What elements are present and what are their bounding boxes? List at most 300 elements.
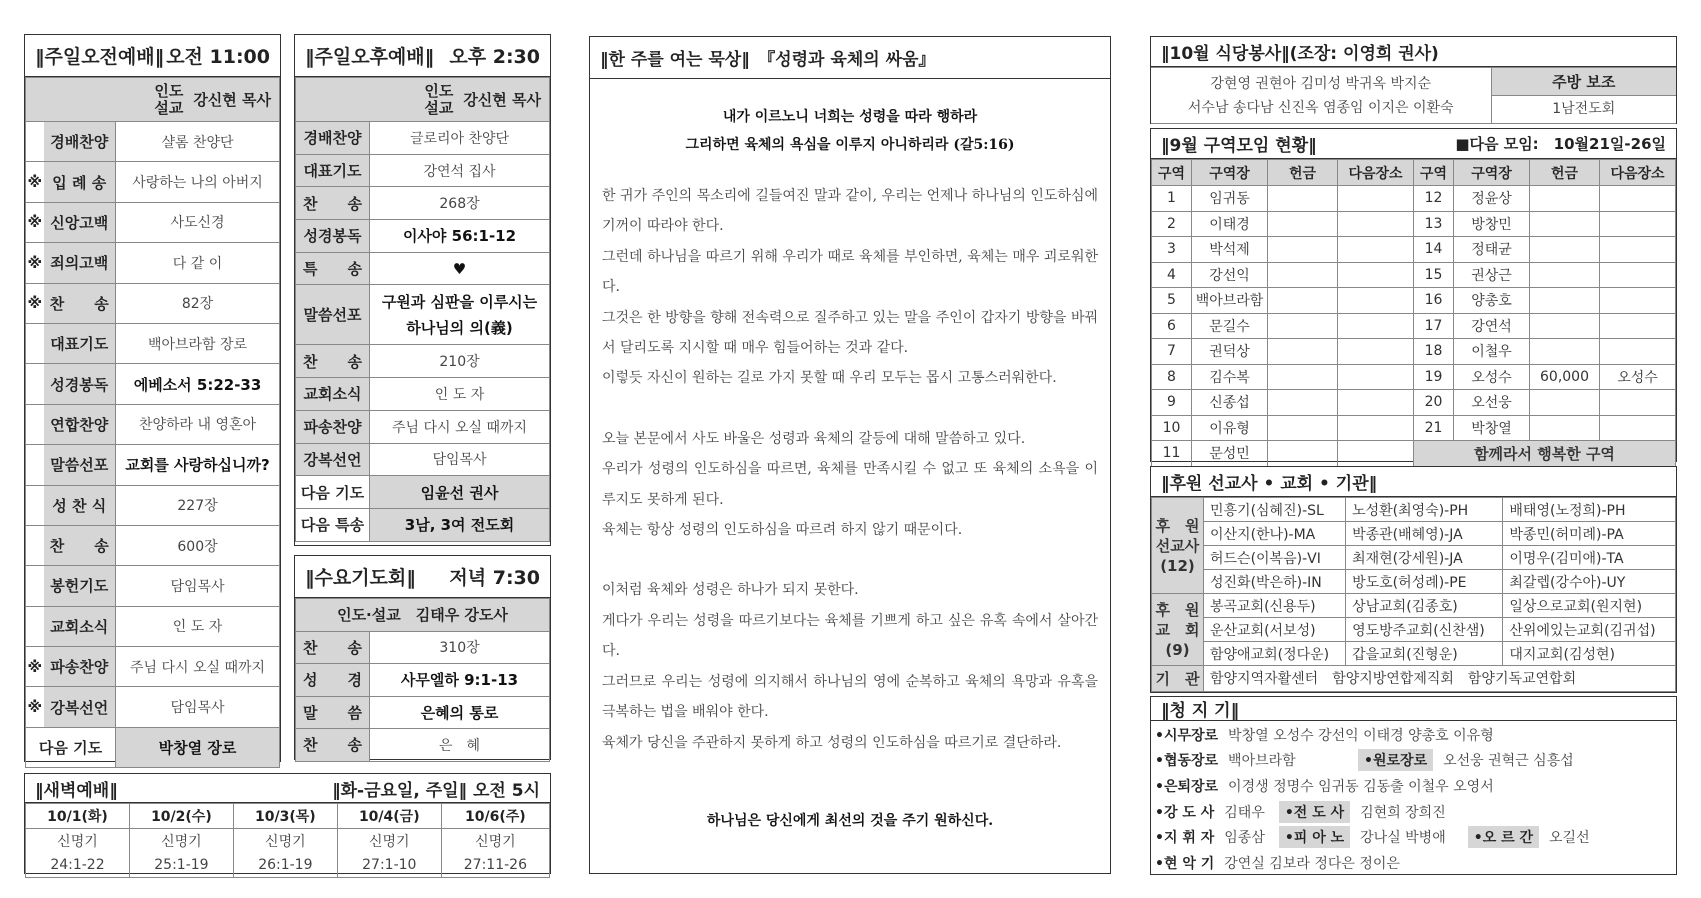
morning-row-value: 227장 [116,485,280,525]
afternoon-row-label: 성경봉독 [296,220,370,253]
dawn-book: 신명기 [129,828,233,853]
morning-order-row [26,445,280,485]
missionary-cell: 박종민(허미례)-PA [1503,522,1676,546]
districts-col-header: 구역장 [1192,160,1268,186]
meditation-verse-line2: 그리하면 육체의 욕심을 이루지 아니하리라 (갈5:16) [685,137,1015,153]
morning-row-label: 연합찬양 [44,404,116,444]
morning-row-value: 샬롬 찬양단 [116,122,280,162]
wednesday-service-title: ‖수요기도회‖ [305,567,416,589]
morning-row-mark [26,606,44,646]
afternoon-row-label: 교회소식 [296,378,370,411]
wednesday-row-value: 은혜의 통로 [370,696,550,729]
afternoon-row-value: 이사야 56:1-12 [370,220,550,253]
dawn-days-row [26,804,550,829]
support-title: ‖후원 선교사 • 교회 • 기관‖ [1161,474,1378,494]
afternoon-sermon-label: 말씀선포 [296,285,370,345]
morning-row-value: 담임목사 [116,687,280,727]
district-cell: 이철우 [1454,339,1530,365]
districts-col-header: 다음장소 [1600,160,1676,186]
afternoon-order-row [296,508,550,541]
afternoon-row-value: 임윤선 권사 [370,476,550,509]
org-names: 함양지역자활센터 함양지방연합제직회 함양기독교연합회 [1204,666,1676,692]
wednesday-order-row [296,729,550,762]
church-cell: 봉곡교회(신용두) [1204,594,1346,618]
morning-leader-row [26,78,280,122]
district-cell: 5 [1152,288,1192,314]
district-cell: 양총호 [1454,288,1530,314]
district-cell [1530,186,1600,212]
districts-footer: 함께라서 행복한 구역 [1414,441,1676,467]
morning-row-mark [26,485,44,525]
cafeteria-assist-cell [1491,68,1676,124]
morning-service-title: ‖주일오전예배‖ [35,46,165,68]
wednesday-service-box [294,555,551,760]
morning-order-row [26,323,280,363]
org-label: 기 관 [1152,666,1204,692]
afternoon-order-row [296,122,550,155]
district-cell: 14 [1414,237,1454,263]
meditation-paragraph: 이렇듯 자신이 원하는 길로 가지 못할 때 우리 모두는 몹시 고통스러워한다. [602,370,1057,387]
afternoon-row-value: 3남, 3여 전도회 [370,508,550,541]
district-cell: 2 [1152,211,1192,237]
missionary-cell: 최재현(강세원)-JA [1346,546,1503,570]
missionary-row [1152,570,1676,594]
wednesday-service-header [295,556,550,598]
districts-row [1152,262,1676,288]
district-cell [1600,211,1676,237]
district-cell [1600,313,1676,339]
district-cell: 강연석 [1454,313,1530,339]
church-row [1152,642,1676,666]
districts-col-header: 구역 [1152,160,1192,186]
wednesday-order-row [296,664,550,697]
district-cell [1268,186,1338,212]
afternoon-row-value: 인 도 자 [370,378,550,411]
districts-row [1152,364,1676,390]
dawn-verse: 27:11-26 [441,853,549,878]
district-cell: 19 [1414,364,1454,390]
afternoon-row-label: 찬 송 [296,187,370,220]
afternoon-leader-row [296,78,550,122]
emeritus-names: 오선웅 권혁근 심흥섭 [1443,753,1574,770]
district-cell: 오선웅 [1454,390,1530,416]
morning-next-label: 다음 기도 [26,727,116,767]
morning-row-value: 주님 다시 오실 때까지 [116,647,280,687]
district-cell: 백아브라함 [1192,288,1268,314]
afternoon-order-row [296,154,550,187]
cafeteria-names-line1: 강현영 권현아 김미성 박귀옥 박지순 [1210,75,1432,92]
district-cell [1268,313,1338,339]
morning-row-label: 교회소식 [44,606,116,646]
morning-row-mark: ※ [26,202,44,242]
districts-table [1151,159,1676,467]
morning-row-mark [26,445,44,485]
cafeteria-box [1150,36,1677,124]
morning-order-row [26,566,280,606]
districts-row [1152,339,1676,365]
morning-row-value: 백아브라함 장로 [116,323,280,363]
strings-names: 강연실 김보라 정다은 정이은 [1224,855,1400,872]
meditation-paragraph: 오늘 본문에서 사도 바울은 성령과 육체의 갈등에 대해 말씀하고 있다. [602,430,1026,447]
dawn-day: 10/1(화) [26,804,130,829]
dawn-verse: 25:1-19 [129,853,233,878]
district-cell [1338,288,1414,314]
morning-row-mark: ※ [26,162,44,202]
dawn-day: 10/4(금) [337,804,441,829]
cafeteria-assist-label: 주방 보조 [1492,68,1677,96]
missionary-cell: 박종관(배혜영)-JA [1346,522,1503,546]
morning-row-mark [26,364,44,404]
retired-label: •은퇴장로 [1155,778,1219,795]
district-cell [1268,262,1338,288]
district-cell: 이태경 [1192,211,1268,237]
dawn-verse: 24:1-22 [26,853,130,878]
afternoon-row-value: 주님 다시 오실 때까지 [370,410,550,443]
wednesday-leader-row [296,599,550,632]
morning-service-header [25,35,280,77]
evangelist-label: •전 도 사 [1279,801,1350,823]
morning-row-label: 경배찬양 [44,122,116,162]
missionary-cell: 최갈렙(강수아)-UY [1503,570,1676,594]
dawn-book: 신명기 [337,828,441,853]
districts-row [1152,186,1676,212]
morning-row-mark: ※ [26,687,44,727]
districts-col-header: 다음장소 [1338,160,1414,186]
afternoon-service-title: ‖주일오후예배‖ [305,46,435,68]
afternoon-leader-cell [296,78,550,122]
district-cell: 9 [1152,390,1192,416]
district-cell [1600,415,1676,441]
districts-row [1152,237,1676,263]
morning-row-mark [26,323,44,363]
district-cell: 정태균 [1454,237,1530,263]
missionary-cell: 허드슨(이복음)-VI [1204,546,1346,570]
district-cell [1268,364,1338,390]
district-cell [1268,237,1338,263]
district-cell: 16 [1414,288,1454,314]
afternoon-order-row [296,410,550,443]
meditation-box [589,36,1111,874]
emeritus-label: •원로장로 [1358,749,1433,771]
wednesday-order-row [296,631,550,664]
cafeteria-names [1151,68,1491,124]
districts-row [1152,211,1676,237]
district-cell: 정윤상 [1454,186,1530,212]
morning-next-row [26,727,280,767]
district-cell [1268,211,1338,237]
afternoon-row-value: 강연석 집사 [370,154,550,187]
district-cell [1530,390,1600,416]
morning-service-time: 오전 11:00 [166,46,270,68]
meditation-paragraph: 그러므로 우리는 성령에 의지해서 하나님의 영에 순복하고 육체의 욕망과 유혹을 극복하는 법을 배워야 한다. [602,673,1098,721]
morning-row-label: 죄의고백 [44,243,116,283]
wednesday-row-value: 310장 [370,631,550,664]
afternoon-row-value: 210장 [370,345,550,378]
church-label: 후 원 교 회 (9) [1152,594,1204,666]
morning-row-label: 말씀선포 [44,445,116,485]
districts-header [1151,129,1676,159]
district-cell: 오성수 [1454,364,1530,390]
morning-service-box [24,34,281,762]
morning-row-label: 대표기도 [44,323,116,363]
districts-row [1152,415,1676,441]
organist-label: •오 르 간 [1468,826,1539,848]
preacher-names: 김태우 [1224,804,1265,821]
afternoon-row-value: ♥ [370,252,550,285]
morning-row-value: 에베소서 5:22-33 [116,364,280,404]
morning-row-value: 사랑하는 나의 아버지 [116,162,280,202]
district-cell: 18 [1414,339,1454,365]
district-cell [1338,339,1414,365]
morning-row-label: 봉헌기도 [44,566,116,606]
dawn-service-title: ‖새벽예배‖ [35,780,118,801]
morning-next-value: 박창열 장로 [116,727,280,767]
meditation-paragraph: 그것은 한 방향을 향해 전속력으로 질주하고 있는 말을 주인이 갑자기 방향을 바꿔서 달리도록 지시할 때 매우 힘들어하는 것과 같다. [602,309,1098,357]
district-cell [1530,339,1600,365]
district-cell: 임귀동 [1192,186,1268,212]
church-cell: 상남교회(김종호) [1346,594,1503,618]
meditation-paragraph: 한 귀가 주인의 목소리에 길들여진 말과 같이, 우리는 언제나 하나님의 인도하심에 기꺼이 따라야 한다. [602,188,1098,235]
morning-order-row [26,364,280,404]
morning-order-row [26,122,280,162]
dawn-service-header [25,774,550,803]
morning-row-mark [26,525,44,565]
dawn-book: 신명기 [233,828,337,853]
district-cell: 7 [1152,339,1192,365]
morning-order-row [26,162,280,202]
meditation-closing: 하나님은 당신에게 최선의 것을 주기 원하신다. [706,812,994,829]
morning-row-value: 인 도 자 [116,606,280,646]
district-cell [1530,288,1600,314]
district-cell: 방창민 [1454,211,1530,237]
strings-label: •현 악 기 [1155,855,1215,872]
districts-title: ‖9월 구역모임 현황‖ [1161,136,1317,156]
officers-row-music [1151,824,1676,850]
meditation-verse-line1: 내가 이르노니 너희는 성령을 따라 행하라 [722,109,978,125]
district-cell [1600,390,1676,416]
church-cell: 산위에있는교회(김귀섭) [1503,618,1676,642]
conductor-label: •지 휘 자 [1155,830,1215,847]
morning-order-row [26,687,280,727]
morning-leader-label: 인도 설교 [154,81,184,117]
officers-row-elders [1151,722,1676,748]
morning-order-row [26,647,280,687]
missionary-row [1152,498,1676,522]
support-header [1151,467,1676,497]
afternoon-order-table [295,77,550,542]
district-cell [1600,262,1676,288]
officers-row-retired [1151,773,1676,799]
district-cell [1338,441,1414,467]
district-cell [1338,262,1414,288]
districts-col-header: 구역장 [1454,160,1530,186]
missionary-cell: 배태영(노정희)-PH [1503,498,1676,522]
morning-order-row [26,202,280,242]
afternoon-order-row [296,476,550,509]
district-cell: 박창열 [1454,415,1530,441]
morning-leader-cell [26,78,280,122]
cafeteria-header [1151,37,1676,67]
elders-names: 박창열 오성수 강선익 이태경 양총호 이유형 [1228,727,1494,744]
afternoon-row-label: 파송찬양 [296,410,370,443]
afternoon-order-row [296,252,550,285]
missionary-row [1152,522,1676,546]
morning-row-label: 강복선언 [44,687,116,727]
church-cell: 일상으로교회(원지현) [1503,594,1676,618]
morning-leader-name: 강신현 목사 [193,91,271,109]
district-cell: 12 [1414,186,1454,212]
elders-label: •시무장로 [1155,727,1219,744]
dawn-books-row [26,828,550,853]
district-cell: 21 [1414,415,1454,441]
morning-order-row [26,283,280,323]
morning-leader-wrap [26,83,279,117]
missionary-row [1152,546,1676,570]
district-cell [1530,262,1600,288]
afternoon-row-value: 담임목사 [370,443,550,476]
district-cell: 6 [1152,313,1192,339]
district-cell [1338,313,1414,339]
district-cell [1268,288,1338,314]
district-cell: 13 [1414,211,1454,237]
meditation-body [590,79,1110,854]
retired-names: 이경생 정명수 임귀동 김동출 이철우 오영서 [1228,778,1494,795]
districts-row [1152,441,1676,467]
dawn-day: 10/3(목) [233,804,337,829]
district-cell: 이유형 [1192,415,1268,441]
morning-row-value: 사도신경 [116,202,280,242]
afternoon-order-row [296,187,550,220]
district-cell: 15 [1414,262,1454,288]
church-row [1152,618,1676,642]
wednesday-order-row [296,696,550,729]
cafeteria-title: ‖10월 식당봉사‖(조장: 이영희 권사) [1161,44,1439,64]
afternoon-row-label: 다음 특송 [296,508,370,541]
morning-row-value: 교회를 사랑하십니까? [116,445,280,485]
district-cell [1338,415,1414,441]
morning-row-label: 성 찬 식 [44,485,116,525]
church-row [1152,594,1676,618]
district-cell [1338,186,1414,212]
wednesday-order-table [295,598,550,762]
district-cell: 10 [1152,415,1192,441]
meditation-paragraph: 우리가 성령의 인도하심을 따르면, 육체를 만족시킬 수 없고 또 육체의 소욕을 이루지도 못하게 된다. [602,461,1098,508]
district-cell: 오성수 [1600,364,1676,390]
district-cell [1338,364,1414,390]
morning-row-label: 파송찬양 [44,647,116,687]
district-cell: 권상근 [1454,262,1530,288]
afternoon-row-value: 글로리아 찬양단 [370,122,550,155]
district-cell [1268,415,1338,441]
officers-list [1151,721,1676,876]
district-cell: 김수복 [1192,364,1268,390]
morning-row-label: 찬 송 [44,283,116,323]
morning-row-mark [26,122,44,162]
morning-row-label: 신앙고백 [44,202,116,242]
morning-row-mark: ※ [26,283,44,323]
morning-row-label: 입 례 송 [44,162,116,202]
missionary-cell: 이산지(한나)-MA [1204,522,1346,546]
district-cell: 1 [1152,186,1192,212]
district-cell [1530,415,1600,441]
morning-row-mark: ※ [26,647,44,687]
wednesday-row-label: 말 씀 [296,696,370,729]
district-cell: 20 [1414,390,1454,416]
afternoon-row-label: 찬 송 [296,345,370,378]
wednesday-row-label: 찬 송 [296,729,370,762]
district-cell: 박석제 [1192,237,1268,263]
dawn-verse: 27:1-10 [337,853,441,878]
district-cell [1338,211,1414,237]
district-cell: 60,000 [1530,364,1600,390]
districts-col-header: 구역 [1414,160,1454,186]
meditation-paragraph: 게다가 우리는 성령을 따르기보다는 육체를 기쁘게 하고 싶은 유혹 속에서 살아간다. [602,612,1098,660]
districts-box [1150,128,1677,462]
cafeteria-assist-value: 1남전도회 [1552,101,1616,117]
district-cell: 문성민 [1192,441,1268,467]
morning-row-mark [26,566,44,606]
org-row [1152,666,1676,692]
meditation-paragraph: 육체가 당신을 주관하지 못하게 하고 성령의 인도하심을 따르기로 결단하라. [602,734,1062,751]
district-cell [1600,186,1676,212]
district-cell [1530,313,1600,339]
afternoon-leader-label: 인도 설교 [424,81,454,117]
church-cell: 대지교회(김성현) [1503,642,1676,666]
evangelist-names: 김현희 장희진 [1360,804,1446,821]
officers-row-assoc [1151,748,1676,774]
district-cell: 3 [1152,237,1192,263]
afternoon-order-row [296,220,550,253]
afternoon-row-label: 특 송 [296,252,370,285]
cafeteria-names-line2: 서수남 송다남 신진옥 염종임 이지은 이환숙 [1187,99,1454,116]
districts-next: ■다음 모임: 10월21일-26일 [1455,135,1666,153]
districts-row [1152,313,1676,339]
afternoon-sermon-value [370,285,550,345]
afternoon-sermon-line1: 구원과 심판을 이루시는 [381,292,538,311]
afternoon-service-box [294,34,551,546]
cafeteria-table [1151,67,1676,124]
afternoon-row-label: 강복선언 [296,443,370,476]
assoc-names: 백아브라함 [1228,753,1296,770]
morning-order-row [26,485,280,525]
missionary-cell: 성진화(박은하)-IN [1204,570,1346,594]
dawn-day: 10/6(주) [441,804,549,829]
wednesday-service-time: 저녁 7:30 [449,567,540,589]
dawn-book: 신명기 [26,828,130,853]
pianist-names: 강나실 박병애 [1360,830,1446,847]
afternoon-service-time: 오후 2:30 [449,46,540,68]
morning-row-value: 600장 [116,525,280,565]
morning-row-value: 담임목사 [116,566,280,606]
missionary-cell: 방도호(허성례)-PE [1346,570,1503,594]
afternoon-order-row [296,378,550,411]
missionary-label: 후 원 선교사 (12) [1152,498,1204,594]
afternoon-sermon-line2: 하나님의 의(義) [406,318,513,337]
morning-row-mark: ※ [26,243,44,283]
meditation-header [590,37,1110,79]
district-cell: 11 [1152,441,1192,467]
district-cell: 신종섭 [1192,390,1268,416]
missionary-cell: 노성환(최영숙)-PH [1346,498,1503,522]
district-cell [1600,288,1676,314]
morning-row-label: 성경봉독 [44,364,116,404]
wednesday-row-value: 사무엘하 9:1-13 [370,664,550,697]
afternoon-row-value: 268장 [370,187,550,220]
district-cell [1268,390,1338,416]
district-cell [1268,441,1338,467]
district-cell [1338,390,1414,416]
afternoon-leader-wrap [296,83,549,117]
